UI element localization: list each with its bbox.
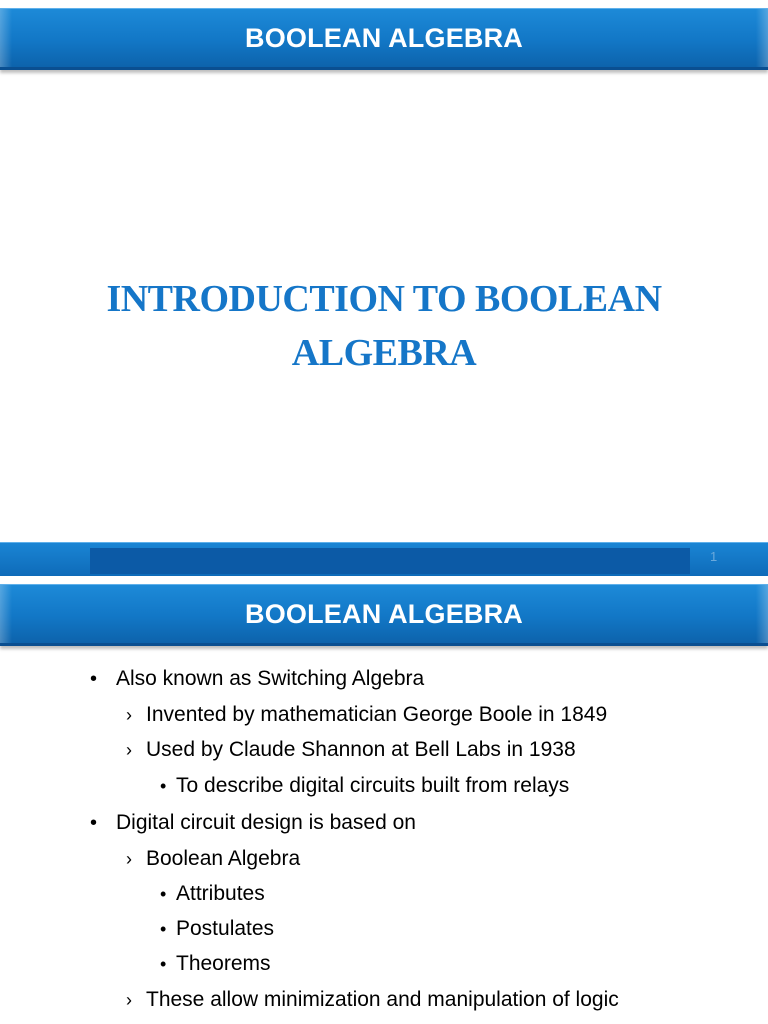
bullet-item — [90, 810, 416, 836]
slide-2 — [0, 576, 768, 1024]
bullet-text: These allow minimization and manipulation of logic — [146, 988, 619, 1011]
slide-1-header-title: BOOLEAN ALGEBRA — [245, 23, 523, 53]
bullet-marker: › — [126, 990, 132, 1010]
slide-2-header-bar — [0, 584, 768, 646]
bullet-marker: • — [90, 812, 98, 834]
bullet-item — [126, 737, 576, 763]
bullet-marker: • — [160, 884, 167, 904]
bullet-marker: • — [160, 954, 167, 974]
bullet-text: Attributes — [176, 882, 265, 905]
bullet-marker: • — [160, 776, 167, 796]
bullet-item — [160, 916, 274, 942]
main-title-line-2: ALGEBRA — [291, 332, 477, 374]
bullet-item — [126, 987, 619, 1013]
slide-1-main-title — [40, 272, 728, 380]
bullet-text: Also known as Switching Algebra — [116, 667, 425, 690]
bullet-marker: • — [160, 919, 167, 939]
bullet-item — [160, 881, 265, 907]
bullet-item — [126, 846, 300, 872]
bullet-item — [160, 951, 271, 977]
main-title-line-1: INTRODUCTION TO BOOLEAN — [106, 278, 662, 320]
bullet-text: Theorems — [176, 952, 271, 975]
bullet-text: Digital circuit design is based on — [116, 811, 416, 834]
bullet-text: Used by Claude Shannon at Bell Labs in 1938 — [146, 738, 576, 761]
bullet-marker: › — [126, 740, 132, 760]
slide-1-footer-bar — [90, 548, 690, 574]
slide-1-header-bar — [0, 8, 768, 70]
bullet-marker: › — [126, 705, 132, 725]
bullet-text: To describe digital circuits built from relays — [176, 774, 570, 797]
bullet-text: Boolean Algebra — [146, 847, 301, 870]
slide-2-header-title: BOOLEAN ALGEBRA — [245, 599, 523, 629]
bullet-text: Invented by mathematician George Boole in 1849 — [146, 703, 608, 726]
bullet-item — [160, 773, 569, 799]
bullet-item — [90, 666, 424, 692]
page-number: 1 — [710, 549, 718, 564]
bullet-text: Postulates — [176, 917, 275, 940]
bullet-item — [126, 702, 607, 728]
bullet-marker: • — [90, 668, 98, 690]
bullet-marker: › — [126, 849, 132, 869]
